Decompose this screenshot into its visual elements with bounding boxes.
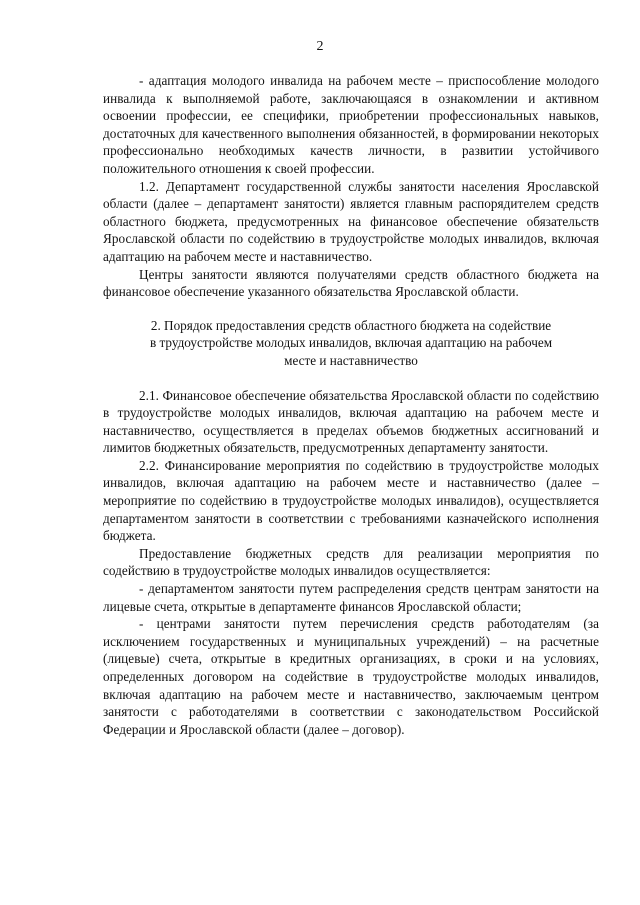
paragraph-employment-centers: Центры занятости являются получателями средств областного бюджета на финансовое обеспечение указанного обязательства Ярославской области. <box>103 266 599 300</box>
section-heading-line: в трудоустройстве молодых инвалидов, включая адаптацию на рабочем <box>149 335 553 351</box>
paragraph-centers-transfer: - центрами занятости путем перечисления средств работодателям (за исключением государственных и муниципальных учреждений) – на расчетные (лицевые) счета, открытые в кредитных организациях, в сроки и на условиях, определенных договором на содействие в трудоустройстве молодых инвалидов, включая адаптацию на рабочем месте и наставничество, заключаемым центром занятости с работодателями в соответствии с законодательством Российской Федерации и Ярославской области (далее – договор). <box>103 616 599 737</box>
paragraph-2-1: 2.1. Финансовое обеспечение обязательства Ярославской области по содействию в трудоустройстве молодых инвалидов, включая адаптацию на рабочем месте и наставничество, осуществляется в пределах объемов бюджетных ассигнований и лимитов бюджетных обязательств, предусмотренных департаменту занятости. <box>103 387 599 456</box>
page-number: 2 <box>316 39 324 54</box>
paragraph-2-2: 2.2. Финансирование мероприятия по содействию в трудоустройстве молодых инвалидов, включая адаптацию на рабочем месте и наставничество (далее – мероприятие по содействию в трудоустройстве молодых инвалидов), осуществляется департаментом занятости в соответствии с требованиями казначейского исполнения бюджета. <box>103 457 599 544</box>
paragraph-funds-provision: Предоставление бюджетных средств для реализации мероприятия по содействию в трудоустройстве молодых инвалидов осуществляется: <box>103 545 599 579</box>
section-heading-line: месте и наставничество <box>284 352 418 368</box>
section-heading <box>103 317 599 370</box>
paragraph-1-2: 1.2. Департамент государственной службы занятости населения Ярославской области (далее – департамент занятости) является главным распорядителем средств областного бюджета, предусмотренных на финансовое обеспечение обязательств Ярославской области по содействию в трудоустройстве молодых инвалидов, включая адаптацию на рабочем месте и наставничество. <box>103 178 599 264</box>
paragraph-adaptation-definition: - адаптация молодого инвалида на рабочем месте – приспособление молодого инвалида к выполняемой работе, заключающаяся в ознакомлении и активном освоении профессии, ее специфики, приобретении профессиональных навыков, достаточных для качественного выполнения обязанностей, в формировании некоторых профессионально необходимых качеств личности, в развитии устойчивого положительного отношения к своей профессии. <box>103 73 599 176</box>
paragraph-department-distribution: - департаментом занятости путем распределения средств центрам занятости на лицевые счета, открытые в департаменте финансов Ярославской области; <box>103 581 599 614</box>
section-heading-line: 2. Порядок предоставления средств областного бюджета на содействие <box>150 317 552 333</box>
document-body <box>103 72 599 738</box>
